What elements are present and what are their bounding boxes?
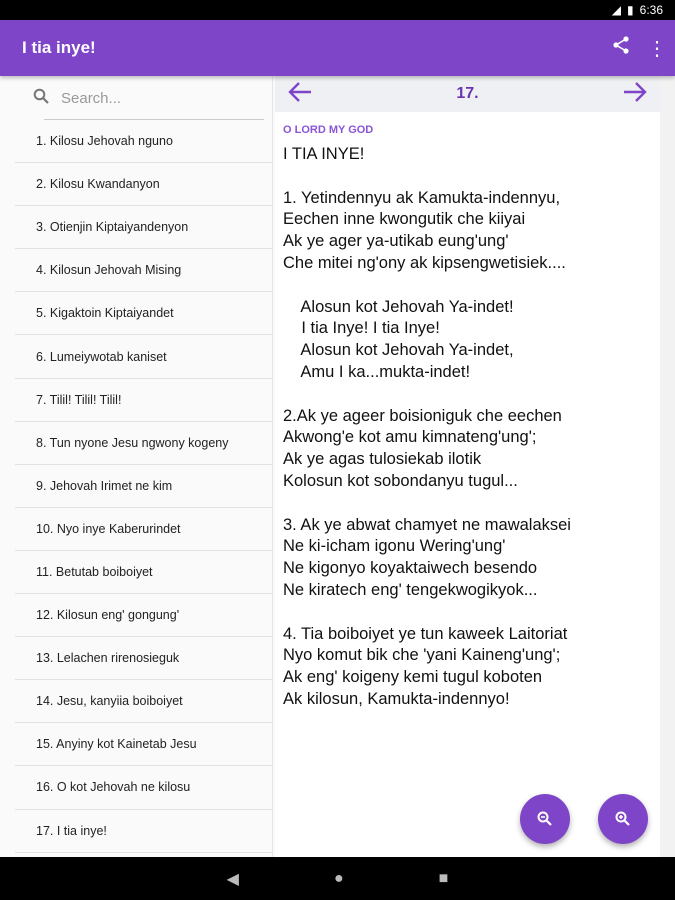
search-input[interactable]: [61, 90, 261, 107]
search-bar: [0, 76, 272, 120]
lyric-line: I tia Inye! I tia Inye!: [283, 319, 440, 338]
lyric-line: Ne kigonyo koyaktaiwech besendo: [283, 559, 538, 578]
song-list-item[interactable]: 13. Lelachen rirenosieguk: [15, 637, 272, 680]
lyric-line: 1. Yetindennyu ak Kamukta-indennyu,: [283, 188, 561, 207]
song-number: 17.: [456, 85, 479, 102]
song-lyrics: [283, 144, 660, 711]
song-subtitle: O LORD MY GOD: [283, 124, 374, 136]
lyric-line: Alosun kot Jehovah Ya-indet,: [283, 341, 514, 360]
next-song-button[interactable]: [622, 81, 648, 107]
song-list-item[interactable]: 12. Kilosun eng' gongung': [15, 594, 272, 637]
lyric-line: Kolosun kot sobondanyu tugul...: [283, 471, 518, 490]
status-bar: [0, 0, 675, 20]
home-icon[interactable]: ●: [333, 869, 344, 887]
lyric-line: Amu I ka...mukta-indet!: [283, 362, 471, 381]
song-list-item[interactable]: 5. Kigaktoin Kiptaiyandet: [15, 292, 272, 335]
zoom-out-icon: [536, 810, 554, 828]
more-vert-icon[interactable]: ⋮: [647, 37, 667, 60]
lyric-line: 2.Ak ye ageer boisioniguk che eechen: [283, 406, 562, 425]
lyric-line: Akwong'e kot amu kimnateng'ung';: [283, 428, 537, 447]
previous-song-button[interactable]: [287, 81, 313, 107]
lyric-line: Che mitei ng'ony ak kipsengwetisiek....: [283, 253, 566, 272]
recents-icon[interactable]: ■: [438, 869, 449, 887]
lyric-line: Ak ye agas tulosiekab ilotik: [283, 450, 482, 469]
search-icon: [33, 88, 61, 109]
song-list-item[interactable]: 16. O kot Jehovah ne kilosu: [15, 766, 272, 809]
lyric-line: Alosun kot Jehovah Ya-indet!: [283, 297, 514, 316]
lyric-line: I TIA INYE!: [283, 145, 365, 163]
share-icon[interactable]: [603, 35, 639, 61]
lyric-line: [283, 493, 660, 515]
lyric-line: Ak eng' koigeny kemi tugul koboten: [283, 668, 543, 687]
lyric-line: 3. Ak ye abwat chamyet ne mawalaksei: [283, 515, 571, 534]
song-list-item[interactable]: 4. Kilosun Jehovah Mising: [15, 249, 272, 292]
song-list-item[interactable]: 9. Jehovah Irimet ne kim: [15, 465, 272, 508]
song-list-item[interactable]: 2. Kilosu Kwandanyon: [15, 163, 272, 206]
back-icon[interactable]: ◀: [226, 870, 239, 888]
song-list-item[interactable]: 15. Anyiny kot Kainetab Jesu: [15, 723, 272, 766]
zoom-in-icon: [614, 810, 632, 828]
lyric-line: [283, 384, 660, 406]
lyric-line: [283, 166, 660, 188]
clock: 6:36: [639, 3, 663, 17]
lyric-line: Ak kilosun, Kamukta-indennyo!: [283, 689, 510, 708]
lyric-line: Nyo komut bik che 'yani Kaineng'ung';: [283, 646, 561, 665]
signal-icon: ◢: [611, 3, 622, 17]
song-panel: [275, 76, 660, 857]
app-bar: [0, 20, 675, 76]
song-list-item[interactable]: 8. Tun nyone Jesu ngwony kogeny: [15, 422, 272, 465]
song-list-item[interactable]: 7. Tilil! Tilil! Tilil!: [15, 379, 272, 422]
zoom-out-button[interactable]: [520, 794, 570, 844]
song-list-panel: [0, 76, 273, 857]
song-list-item[interactable]: 11. Betutab boiboiyet: [15, 551, 272, 594]
system-nav-bar: [0, 857, 675, 900]
song-list-item[interactable]: 1. Kilosu Jehovah nguno: [15, 120, 272, 163]
lyric-line: Ne kiratech eng' tengekwogikyok...: [283, 580, 538, 599]
panel-margin: [660, 76, 675, 857]
song-list-item[interactable]: 14. Jesu, kanyiia boiboiyet: [15, 680, 272, 723]
lyric-line: [283, 602, 660, 624]
song-nav: [275, 76, 660, 112]
song-list-item[interactable]: 10. Nyo inye Kaberurindet: [15, 508, 272, 551]
lyric-line: Ne ki-icham igonu Wering'ung': [283, 537, 506, 556]
lyric-line: 4. Tia boiboiyet ye tun kaweek Laitoriat: [283, 624, 568, 643]
song-list-item[interactable]: 17. I tia inye!: [15, 810, 272, 853]
song-list-item[interactable]: 3. Otienjin Kiptaiyandenyon: [15, 206, 272, 249]
battery-icon: ▮: [627, 3, 634, 17]
lyric-line: [283, 275, 660, 297]
lyric-line: Ak ye ager ya-utikab eung'ung': [283, 232, 509, 251]
zoom-in-button[interactable]: [598, 794, 648, 844]
song-list: [0, 120, 272, 853]
lyric-line: Eechen inne kwongutik che kiiyai: [283, 210, 526, 229]
app-title: I tia inye!: [22, 38, 96, 57]
song-list-item[interactable]: 6. Lumeiywotab kaniset: [15, 335, 272, 378]
